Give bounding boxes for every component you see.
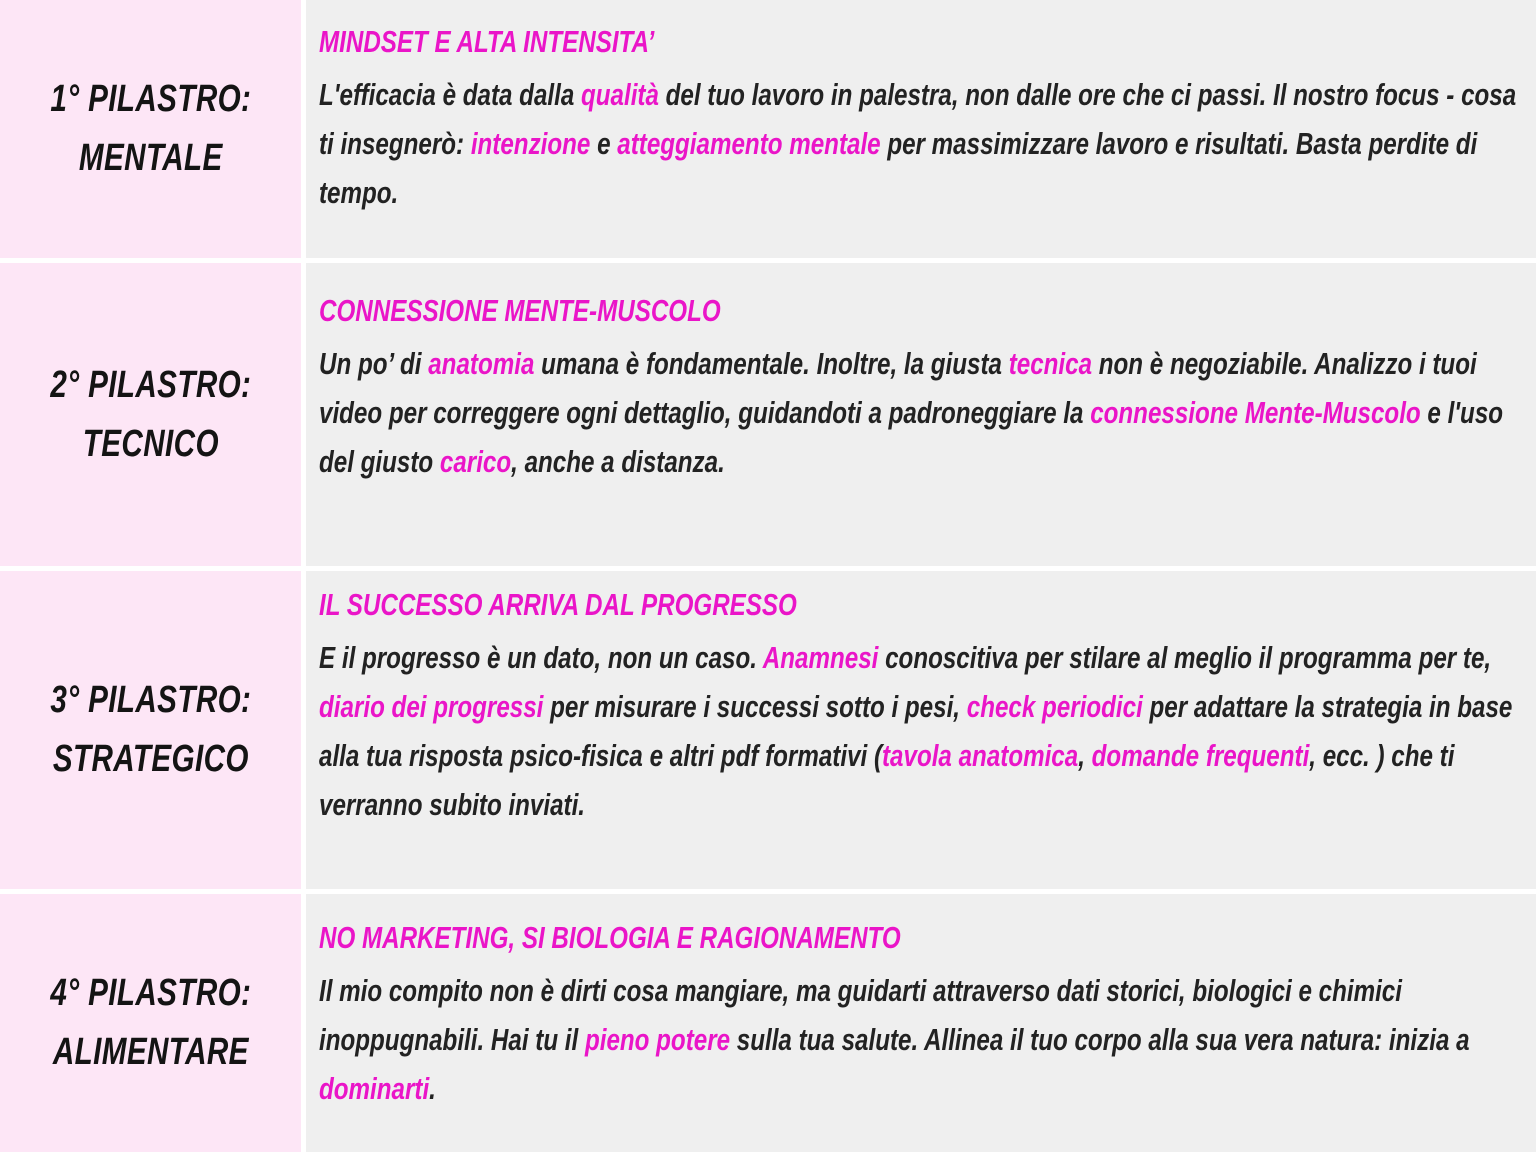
- body-text-segment: Il mio compito non è dirti cosa mangiare, ma guidarti attraverso dati storici, biologici e chimici inoppugnabili. Hai tu il: [319, 973, 1402, 1057]
- body-text-segment: ,: [1078, 738, 1092, 773]
- highlighted-term: Anamnesi: [762, 640, 879, 675]
- pillar-2-label-cell: [0, 263, 306, 571]
- pillar-3-body: [319, 633, 1520, 829]
- pillar-2-label-line2: TECNICO: [82, 422, 219, 465]
- body-text-segment: del tuo lavoro in palestra, non dalle ore che ci passi. Il nostro focus - cosa ti insegnerò:: [319, 77, 1517, 161]
- pillar-1-label: [50, 70, 251, 188]
- body-text-segment: per misurare i successi sotto i pesi,: [543, 689, 967, 724]
- highlighted-term: atteggiamento mentale: [617, 126, 881, 161]
- highlighted-term: qualità: [581, 77, 659, 112]
- body-text-segment: per massimizzare lavoro e risultati. Basta perdite di tempo.: [319, 126, 1478, 210]
- highlighted-term: tavola anatomica: [882, 738, 1079, 773]
- body-text-segment: sulla tua salute. Allinea il tuo corpo alla sua vera natura: inizia a: [730, 1022, 1470, 1057]
- body-text-segment: , ecc. ) che ti verranno subito inviati.: [319, 738, 1455, 822]
- body-text-segment: e: [590, 126, 618, 161]
- pillar-1-content-cell: [306, 0, 1536, 263]
- highlighted-term: domande frequenti: [1091, 738, 1310, 773]
- pillar-3-label-line2: STRATEGICO: [52, 738, 249, 780]
- highlighted-term: tecnica: [1008, 346, 1093, 381]
- highlighted-term: pieno potere: [584, 1022, 731, 1057]
- highlighted-term: diario dei progressi: [319, 689, 544, 724]
- pillar-3-content-cell: [306, 571, 1536, 894]
- body-text-segment: umana è fondamentale. Inoltre, la giusta: [534, 346, 1009, 381]
- pillar-2-label: [50, 356, 251, 474]
- pillar-3-label: [50, 671, 251, 789]
- body-text-segment: L'efficacia è data dalla: [319, 77, 582, 112]
- pillar-3-label-line1: 3° PILASTRO:: [50, 679, 251, 721]
- pillar-4-body: [319, 966, 1520, 1113]
- pillar-1-heading: MINDSET E ALTA INTENSITA’: [319, 24, 655, 59]
- pillar-2-body: [319, 339, 1520, 486]
- pillar-4-content-cell: [306, 894, 1536, 1152]
- pillar-4-heading: NO MARKETING, SI BIOLOGIA E RAGIONAMENTO: [319, 920, 901, 955]
- highlighted-term: carico: [439, 444, 512, 479]
- pillar-4-label: [50, 964, 251, 1082]
- highlighted-term: connessione Mente-Muscolo: [1090, 395, 1421, 430]
- pillar-1-body: [319, 70, 1520, 217]
- pillar-2-label-line1: 2° PILASTRO:: [50, 363, 251, 406]
- pillar-1-label-cell: [0, 0, 306, 263]
- pillar-3-heading: IL SUCCESSO ARRIVA DAL PROGRESSO: [319, 587, 797, 622]
- body-text-segment: Un po’ di: [319, 346, 429, 381]
- pillar-1-label-line1: 1° PILASTRO:: [50, 78, 251, 120]
- pillar-4-label-line1: 4° PILASTRO:: [50, 972, 251, 1014]
- pillar-3-label-cell: [0, 571, 306, 894]
- pillar-4-label-cell: [0, 894, 306, 1152]
- highlighted-term: anatomia: [428, 346, 535, 381]
- pillar-1-label-line2: MENTALE: [78, 137, 223, 179]
- pillar-2-heading: CONNESSIONE MENTE-MUSCOLO: [319, 293, 721, 328]
- body-text-segment: , anche a distanza.: [511, 444, 725, 479]
- body-text-segment: E il progresso è un dato, non un caso.: [319, 640, 763, 675]
- body-text-segment: non è negoziabile. Analizzo i tuoi video per correggere ogni dettaglio, guidandoti a padroneggiare la: [319, 346, 1477, 430]
- highlighted-term: check periodici: [966, 689, 1143, 724]
- pillar-4-label-line2: ALIMENTARE: [52, 1031, 249, 1073]
- body-text-segment: e l'uso del giusto: [319, 395, 1504, 479]
- body-text-segment: per adattare la strategia in base alla tua risposta psico-fisica e altri pdf formativi (: [319, 689, 1513, 773]
- highlighted-term: dominarti: [319, 1071, 430, 1106]
- body-text-segment: .: [429, 1071, 436, 1106]
- pillar-2-content-cell: [306, 263, 1536, 571]
- body-text-segment: conoscitiva per stilare al meglio il programma per te,: [878, 640, 1492, 675]
- highlighted-term: intenzione: [470, 126, 591, 161]
